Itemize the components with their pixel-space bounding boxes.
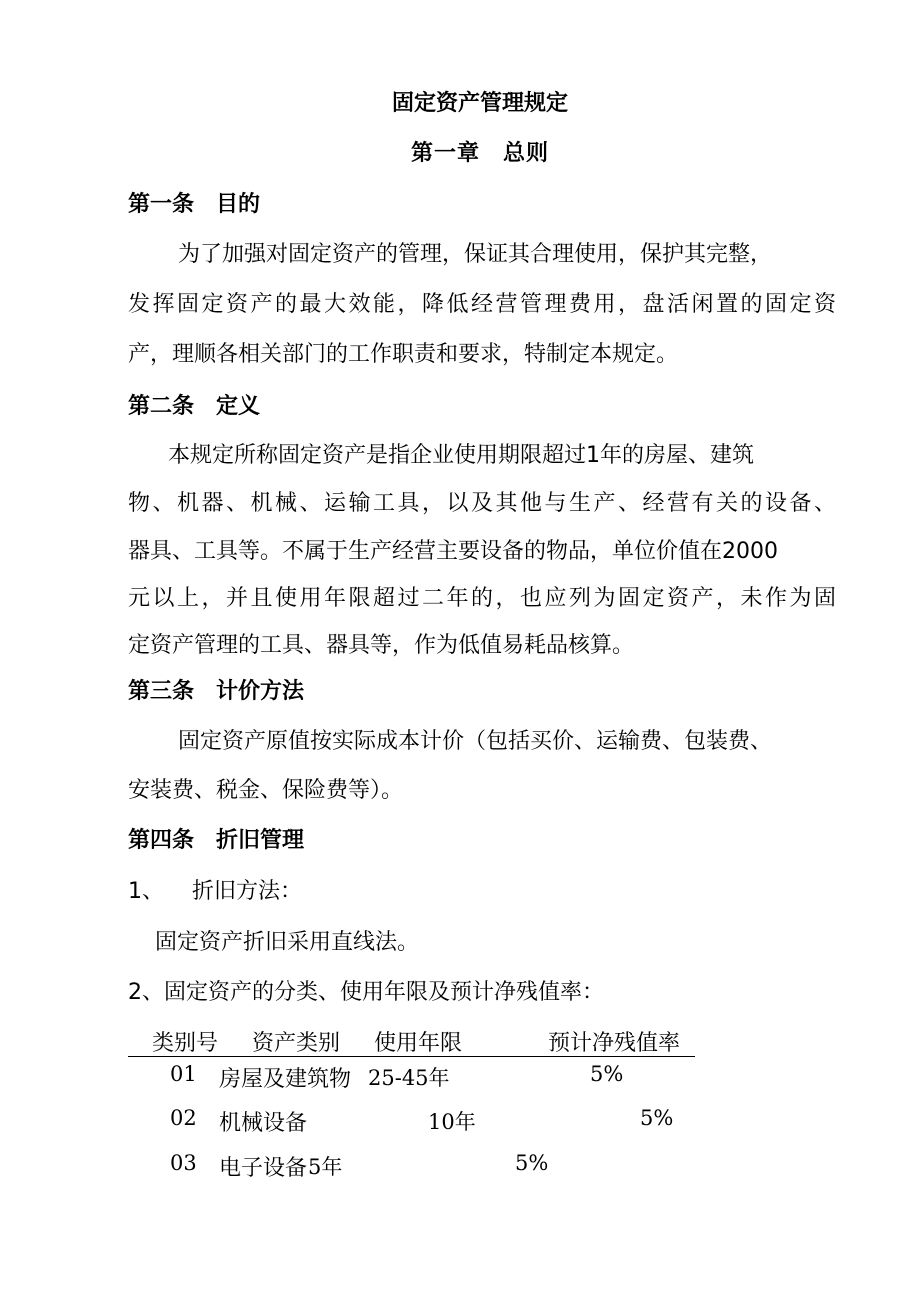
article-2-line-3: 器具、工具等。不属于生产经营主要设备的物品，单位价值在2000 [128, 539, 778, 564]
row-category: 电子设备 [219, 1156, 308, 1181]
header-years: 使用年限 [374, 1031, 463, 1056]
article-3-line-2: 安装费、税金、保险费等）。 [128, 778, 404, 803]
document-title: 固定资产管理规定 [391, 91, 568, 116]
row-code: 03 [170, 1151, 197, 1175]
item-1-text: 固定资产折旧采用直线法。 [155, 930, 420, 955]
row-years: 10年 [428, 1110, 476, 1134]
row-years: 5年 [308, 1155, 343, 1179]
row-code: 02 [170, 1106, 197, 1130]
header-rate: 预计净残值率 [548, 1031, 681, 1056]
row-category: 机械设备 [219, 1111, 308, 1136]
row-rate: 5% [515, 1151, 549, 1175]
chapter-heading: 第一章 总则 [410, 141, 549, 166]
header-category: 资产类别 [252, 1031, 341, 1056]
article-1-line-1: 为了加强对固定资产的管理，保证其合理使用，保护其完整， [178, 242, 773, 267]
article-4-heading: 第四条 折旧管理 [128, 828, 305, 853]
row-years: 25-45年 [368, 1066, 450, 1090]
row-rate: 5% [590, 1062, 624, 1086]
row-rate: 5% [640, 1106, 674, 1130]
item-2-text: 2、固定资产的分类、使用年限及预计净残值率： [128, 980, 604, 1005]
row-category: 房屋及建筑物 [219, 1067, 352, 1092]
article-1-line-2: 发挥固定资产的最大效能，降低经营管理费用，盘活闲置的固定资 [128, 292, 836, 317]
article-1-heading: 第一条 目的 [128, 192, 261, 217]
item-1-label: 折旧方法： [192, 879, 303, 904]
row-code: 01 [170, 1062, 197, 1086]
item-1-number: 1、 [128, 879, 164, 904]
article-2-heading: 第二条 定义 [128, 394, 261, 419]
article-3-heading: 第三条 计价方法 [128, 679, 305, 704]
article-3-line-1: 固定资产原值按实际成本计价（包括买价、运输费、包装费、 [178, 729, 773, 754]
article-1-line-3: 产，理顺各相关部门的工作职责和要求，特制定本规定。 [128, 342, 679, 367]
article-2-line-5: 定资产管理的工具、器具等，作为低值易耗品核算。 [128, 633, 635, 658]
article-2-line-2: 物、机器、机械、运输工具，以及其他与生产、经营有关的设备、 [128, 491, 836, 516]
article-2-line-1: 本规定所称固定资产是指企业使用期限超过1年的房屋、建筑 [168, 443, 754, 468]
article-2-line-4: 元以上，并且使用年限超过二年的，也应列为固定资产，未作为固 [128, 586, 836, 611]
header-code: 类别号 [152, 1031, 219, 1056]
